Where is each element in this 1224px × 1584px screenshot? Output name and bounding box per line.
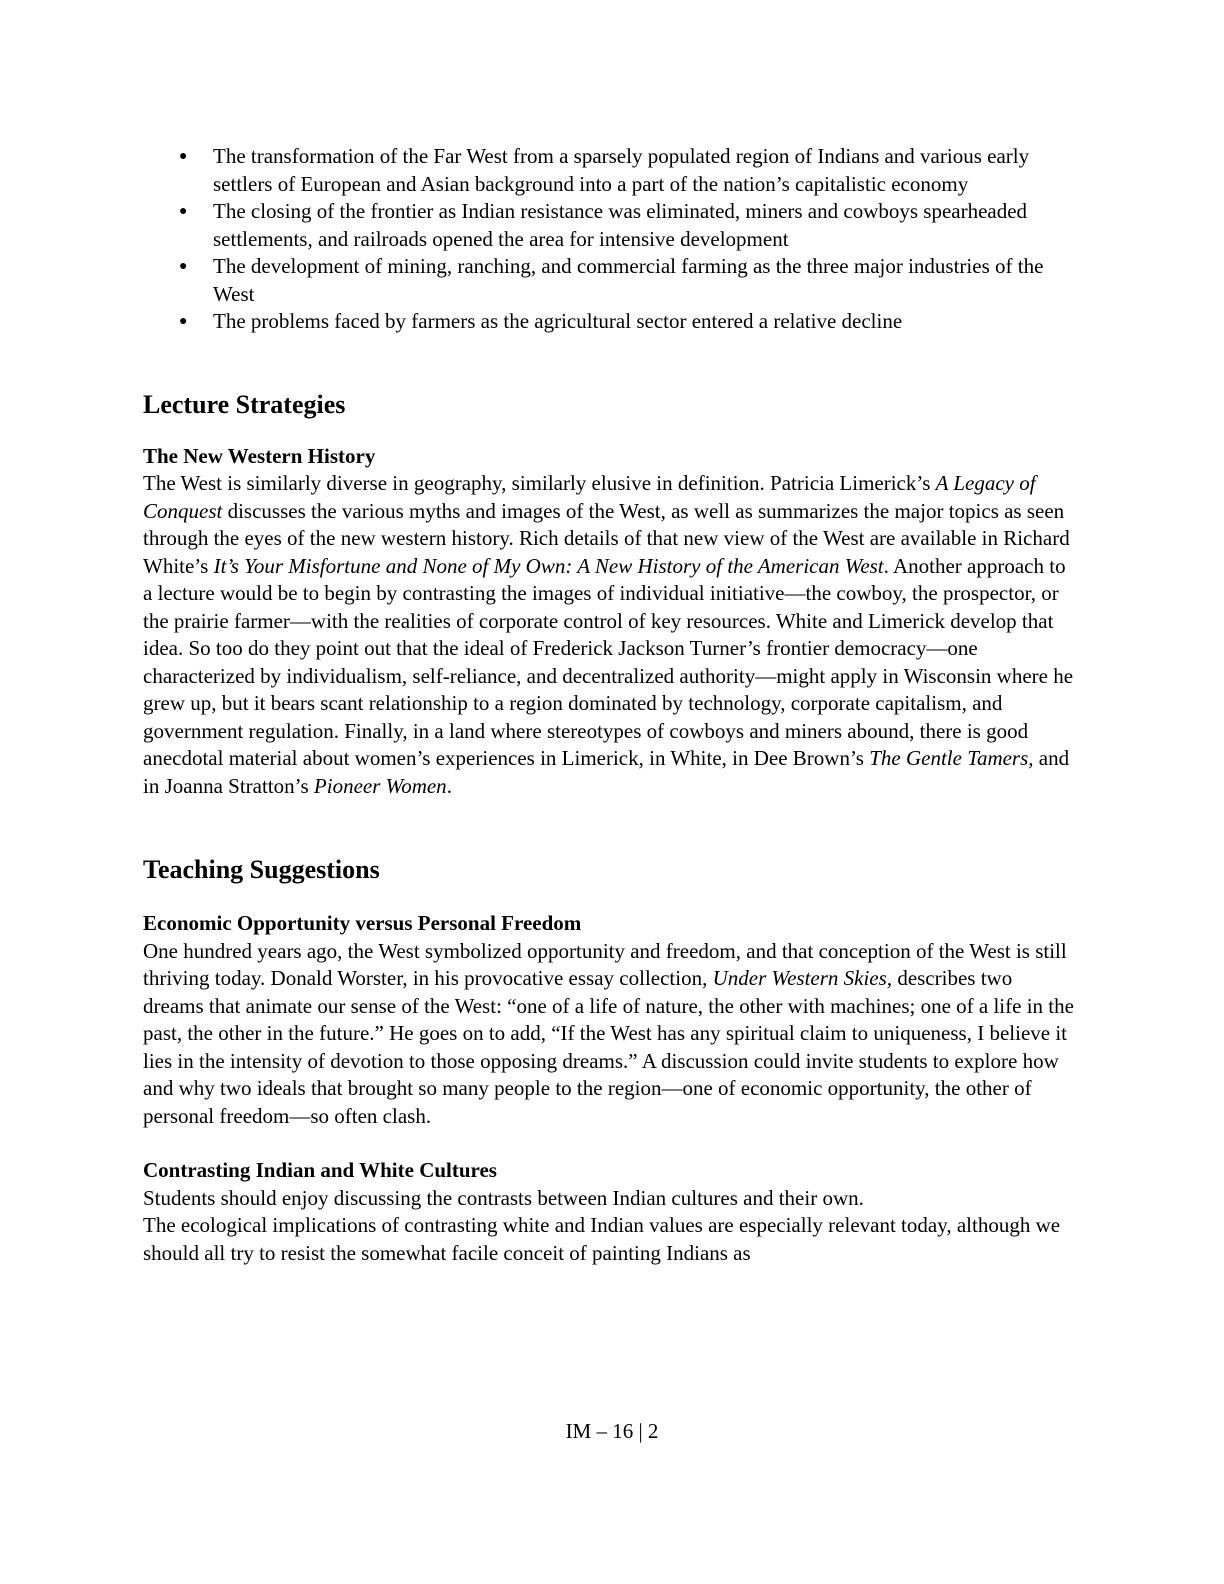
bullet-icon: ● <box>179 149 188 164</box>
subheading-contrasting-cultures: Contrasting Indian and White Cultures <box>143 1158 497 1182</box>
text-run: . <box>446 773 452 798</box>
book-title: The Gentle Tamers, <box>869 746 1034 770</box>
list-item <box>143 198 1078 253</box>
objectives-list <box>143 143 1078 336</box>
bullet-icon: ● <box>179 259 188 274</box>
list-item <box>143 308 1078 336</box>
book-title: Pioneer Women <box>313 773 447 798</box>
book-title: A Legacy of Conquest <box>143 471 1036 523</box>
paragraph-contrasting-cultures-line2: The ecological implications of contrasting white and Indian values are especially relevant today, although we should all try to resist the somewhat facile conceit of painting Indians as <box>143 1213 1061 1265</box>
text-run: . Another approach to a lecture would be to begin by contrasting the images of individual initiative—the cowboy, the prospector, or the prairie farmer—with the realities of corporate control of key resources. White and Limerick develop that idea. So too do they point out that the ideal of Frederick Jackson Turner’s frontier democracy—one characterized by individualism, self-reliance, and decentralized authority—might apply in Wisconsin where he grew up, but it bears scant relationship to a region dominated by technology, corporate capitalism, and government regulation. Finally, in a land where stereotypes of cowboys and miners abound, there is good anecdotal material about women’s experiences in Limerick, in White, in Dee Brown’s <box>143 553 1074 770</box>
paragraph-economic-opportunity <box>143 938 1078 1131</box>
paragraph-new-western-history <box>143 470 1078 800</box>
subheading-economic-opportunity: Economic Opportunity versus Personal Freedom <box>143 911 582 935</box>
list-item <box>143 253 1078 308</box>
page-footer: IM – 16 | 2 <box>565 1419 659 1443</box>
list-item-text: The development of mining, ranching, and commercial farming as the three major industries of the West <box>213 254 1044 306</box>
text-run: discusses the various myths and images of the West, as well as summarizes the major topics as seen through the eyes of the new western history. Rich details of that new view of the West are available in Richard White’s <box>143 498 1070 578</box>
list-item-text: The closing of the frontier as Indian resistance was eliminated, miners and cowboys spearheaded settlements, and railroads opened the area for intensive development <box>213 199 1028 251</box>
list-item-text: The problems faced by farmers as the agricultural sector entered a relative decline <box>213 309 903 333</box>
bullet-icon: ● <box>179 314 188 329</box>
page-content <box>143 143 1078 1267</box>
text-run: describes two dreams that animate our sense of the West: “one of a life of nature, the other with machines; one of a life in the past, the other in the future.” He goes on to add, “If the West has any spiritual claim to uniqueness, I believe it lies in the intensity of devotion to those opposing dreams.” A discussion could invite students to explore how and why two ideals that brought so many people to the region—one of economic opportunity, the other of personal freedom—so often clash. <box>143 966 1074 1128</box>
book-title: It’s Your Misfortune and None of My Own: A New History of the American West <box>213 553 884 578</box>
list-item <box>143 143 1078 198</box>
section-heading-lecture-strategies: Lecture Strategies <box>143 389 346 419</box>
subheading-new-western-history: The New Western History <box>143 443 376 468</box>
book-title: Under Western Skies, <box>712 966 893 990</box>
text-run: and in Joanna Stratton’s <box>143 746 1070 798</box>
paragraph-contrasting-cultures-line1: Students should enjoy discussing the contrasts between Indian cultures and their own. <box>143 1185 864 1210</box>
text-run: One hundred years ago, the West symbolized opportunity and freedom, and that conception of the West is still thriving today. Donald Worster, in his provocative essay collection, <box>143 938 1067 990</box>
list-item-text: The transformation of the Far West from a sparsely populated region of Indians and various early settlers of European and Asian background into a part of the nation’s capitalistic economy <box>213 144 1030 196</box>
bullet-icon: ● <box>179 204 188 219</box>
section-heading-teaching-suggestions: Teaching Suggestions <box>143 855 380 884</box>
text-run: The West is similarly diverse in geography, similarly elusive in definition. Patricia Limerick’s <box>143 471 936 495</box>
